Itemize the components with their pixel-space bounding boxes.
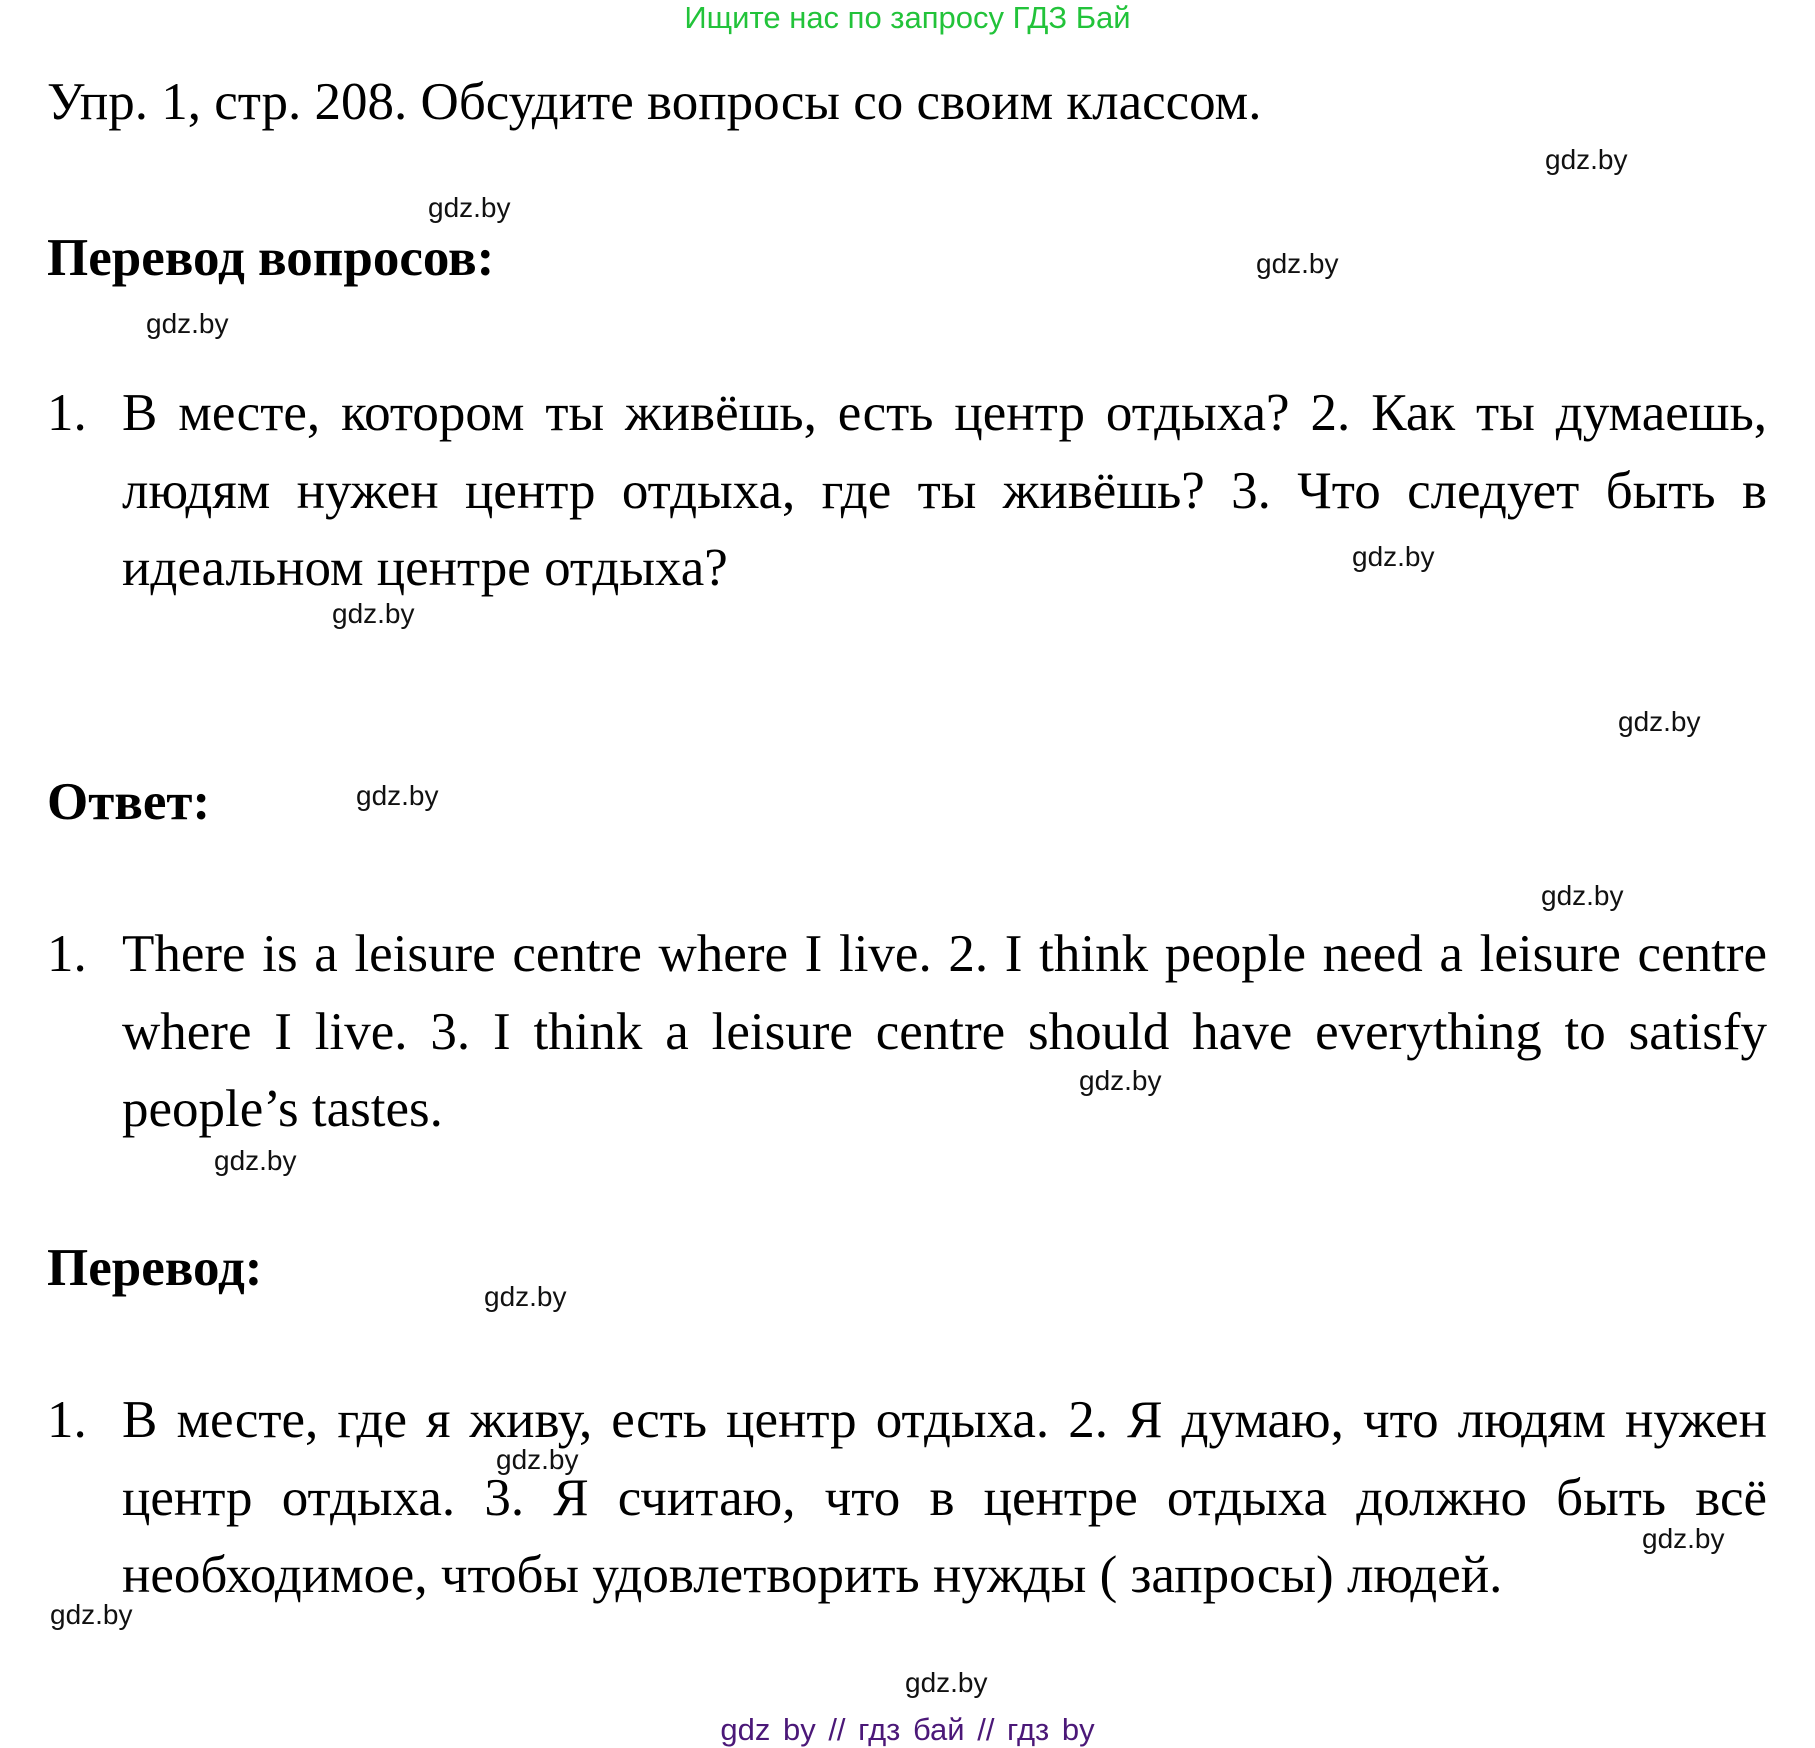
watermark: gdz.by [1618, 706, 1701, 737]
watermark: gdz.by [428, 192, 511, 223]
answer-heading: Ответ: [47, 773, 211, 831]
watermark: gdz.by [1256, 248, 1339, 279]
questions-paragraph [47, 375, 1767, 608]
watermark: gdz.by [905, 1667, 988, 1698]
watermark: gdz.by [1079, 1065, 1162, 1096]
translation-paragraph [47, 1382, 1767, 1615]
answer-paragraph [47, 916, 1767, 1149]
questions-text: В месте, котором ты живёшь, есть центр отдыха? 2. Как ты думаешь, людям нужен центр отдыха, где ты живёшь? 3. Что следует быть в идеальном центре отдыха? [122, 384, 1767, 597]
list-number: 1. [47, 925, 87, 983]
watermark: gdz.by [214, 1145, 297, 1176]
watermark: gdz.by [1352, 541, 1435, 572]
watermark: gdz.by [356, 780, 439, 811]
watermark: gdz.by [332, 598, 415, 629]
watermark: gdz.by [496, 1444, 579, 1475]
watermark: gdz.by [50, 1599, 133, 1630]
translation-heading: Перевод: [47, 1239, 263, 1297]
list-number: 1. [47, 1391, 87, 1449]
footer-links: gdz by // гдз бай // гдз by [720, 1712, 1095, 1747]
search-hint-banner: Ищите нас по запросу ГДЗ Бай [684, 0, 1131, 35]
watermark: gdz.by [1541, 880, 1624, 911]
translation-text: В месте, где я живу, есть центр отдыха. 2. Я думаю, что людям нужен центр отдыха. 3. Я считаю, что в центре отдыха должно быть всё необходимое, чтобы удовлетворить нужды ( запросы) людей. [122, 1391, 1767, 1604]
watermark: gdz.by [484, 1281, 567, 1312]
watermark: gdz.by [1642, 1523, 1725, 1554]
watermark: gdz.by [146, 308, 229, 339]
questions-heading: Перевод вопросов: [47, 229, 495, 287]
list-number: 1. [47, 384, 87, 442]
exercise-title: Упр. 1, стр. 208. Обсудите вопросы со своим классом. [47, 73, 1262, 131]
answer-text: There is a leisure centre where I live. 2. I think people need a leisure centre where I live. 3. I think a leisure centre should have everything to satisfy people’s tastes. [122, 925, 1767, 1138]
watermark: gdz.by [1545, 144, 1628, 175]
